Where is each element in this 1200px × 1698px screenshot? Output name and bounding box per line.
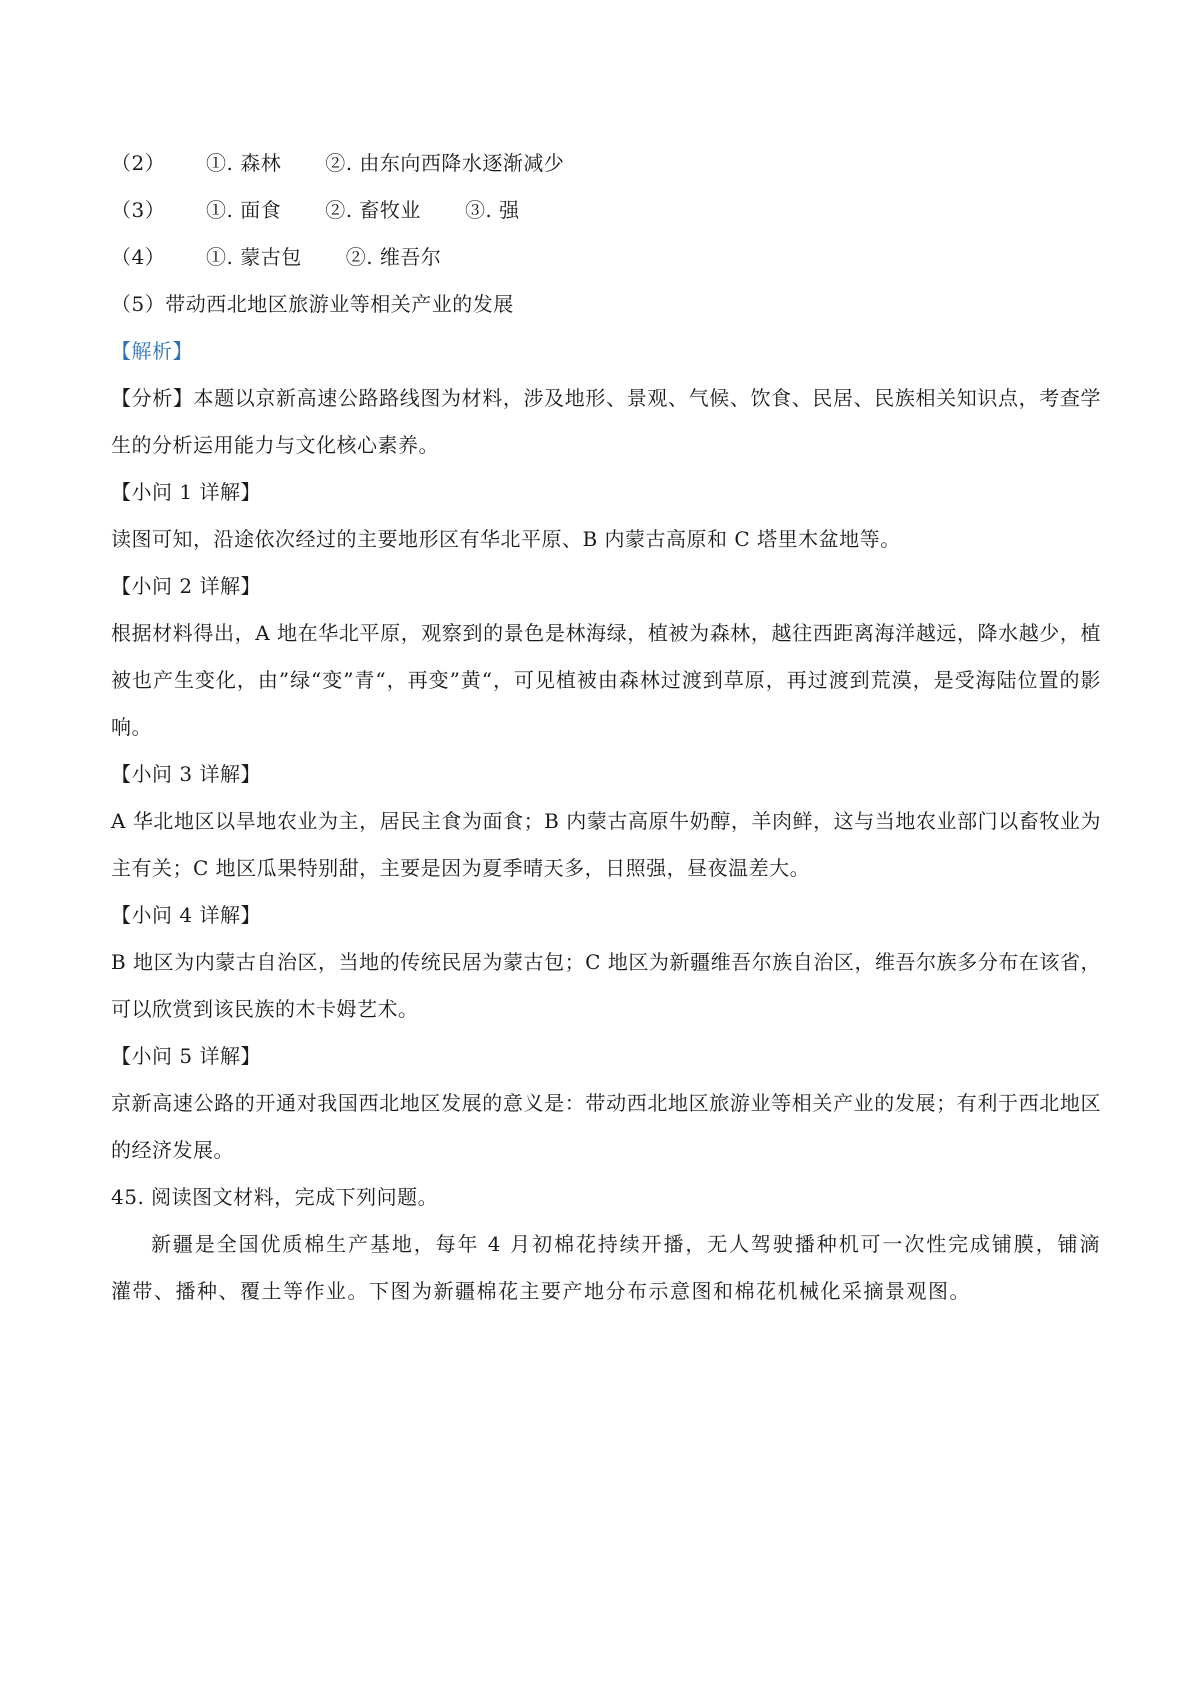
answer-number: （4） [111, 245, 166, 269]
answer-option: ①. 蒙古包 [206, 245, 302, 269]
section-heading-1: 【小问 1 详解】 [111, 480, 261, 504]
answer-line-5: （5）带动西北地区旅游业等相关产业的发展 [111, 292, 514, 316]
question-45-title: 45. 阅读图文材料，完成下列问题。 [111, 1185, 439, 1209]
section-heading-5: 【小问 5 详解】 [111, 1044, 261, 1068]
section-heading-3: 【小问 3 详解】 [111, 762, 261, 786]
section-text-2: 根据材料得出，A 地在华北平原，观察到的景色是林海绿，植被为森林，越往西距离海洋越远，降水越少，植被也产生变化，由”绿“变”青“，再变”黄“，可见植被由森林过渡到草原，再过渡到荒漠，是受海陆位置的影响。 [111, 621, 1101, 739]
answer-option: ②. 由东向西降水逐渐减少 [325, 151, 565, 175]
answer-line-2 [111, 140, 1101, 187]
answer-option: ③. 强 [464, 198, 520, 222]
jiexi-heading: 【解析】 [111, 339, 193, 363]
section-text-4: B 地区为内蒙古自治区，当地的传统民居为蒙古包；C 地区为新疆维吾尔族自治区，维吾尔族多分布在该省，可以欣赏到该民族的木卡姆艺术。 [111, 950, 1101, 1021]
answer-option: ①. 森林 [206, 151, 282, 175]
answer-number: （3） [111, 198, 166, 222]
section-text-3: A 华北地区以旱地农业为主，居民主食为面食；B 内蒙古高原牛奶醇，羊肉鲜，这与当地农业部门以畜牧业为主有关；C 地区瓜果特别甜，主要是因为夏季晴天多，日照强，昼夜温差大。 [111, 809, 1101, 880]
answer-number: （2） [111, 151, 166, 175]
answer-line-4 [111, 234, 1101, 281]
section-heading-4: 【小问 4 详解】 [111, 903, 261, 927]
section-heading-2: 【小问 2 详解】 [111, 574, 261, 598]
question-45-material: 新疆是全国优质棉生产基地，每年 4 月初棉花持续开播，无人驾驶播种机可一次性完成铺膜，铺滴灌带、播种、覆土等作业。下图为新疆棉花主要产地分布示意图和棉花机械化采摘景观图。 [111, 1232, 1101, 1303]
analysis-paragraph: 【分析】本题以京新高速公路路线图为材料，涉及地形、景观、气候、饮食、民居、民族相关知识点，考查学生的分析运用能力与文化核心素养。 [111, 386, 1101, 457]
answer-line-3 [111, 187, 1101, 234]
answer-option: ②. 畜牧业 [325, 198, 421, 222]
section-text-1: 读图可知，沿途依次经过的主要地形区有华北平原、B 内蒙古高原和 C 塔里木盆地等。 [111, 527, 901, 551]
section-text-5: 京新高速公路的开通对我国西北地区发展的意义是：带动西北地区旅游业等相关产业的发展；有利于西北地区的经济发展。 [111, 1091, 1101, 1162]
answer-option: ①. 面食 [206, 198, 282, 222]
document-page [111, 140, 1101, 1315]
answer-option: ②. 维吾尔 [345, 245, 442, 269]
